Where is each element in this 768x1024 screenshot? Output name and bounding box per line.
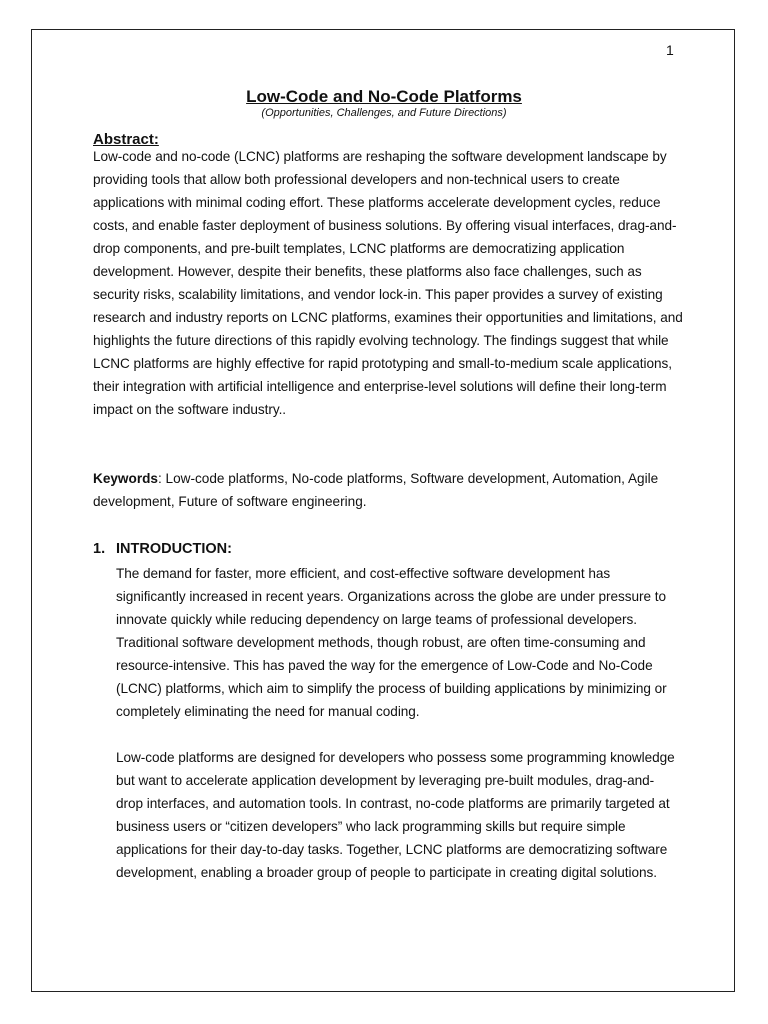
paper-title: Low-Code and No-Code Platforms	[246, 87, 522, 106]
abstract-body: Low-code and no-code (LCNC) platforms are reshaping the software development landscape by providing tools that allow both professional developers and non-technical users to create applications with minimal coding effort. These platforms accelerate development cycles, reduce costs, and enable faster deployment of business solutions. By offering visual interfaces, drag-and-drop components, and pre-built templates, LCNC platforms are democratizing application development. However, despite their benefits, these platforms also face challenges, such as security risks, scalability limitations, and vendor lock-in. This paper provides a survey of existing research and industry reports on LCNC platforms, examines their opportunities and limitations, and highlights the future directions of this rapidly evolving technology. The findings suggest that while LCNC platforms are highly effective for rapid prototyping and small-to-medium scale applications, their integration with artificial intelligence and enterprise-level solutions will define their long-term impact on the software industry..	[93, 149, 683, 417]
keywords-list: : Low-code platforms, No-code platforms, Software development, Automation, Agile development, Future of software engineering.	[93, 471, 659, 509]
keywords-paragraph	[93, 467, 688, 513]
section-title: INTRODUCTION:	[116, 541, 232, 557]
keywords-label: Keywords	[93, 471, 158, 486]
page-number: 1	[666, 42, 674, 58]
paper-subtitle: (Opportunities, Challenges, and Future Directions)	[261, 107, 507, 119]
abstract-heading: Abstract:	[93, 131, 159, 148]
section-heading-introduction	[93, 539, 232, 559]
introduction-paragraph: The demand for faster, more efficient, and cost-effective software development has significantly increased in recent years. Organizations across the globe are under pressure to innovate quickly while reducing dependency on large teams of professional developers. Traditional software development methods, though robust, are often time-consuming and resource-intensive. This has paved the way for the emergence of Low-Code and No-Code (LCNC) platforms, which aim to simplify the process of building applications by minimizing or completely eliminating the need for manual coding.	[116, 566, 667, 719]
introduction-paragraph: Low-code platforms are designed for developers who possess some programming knowledge but want to accelerate application development by leveraging pre-built modules, drag-and-drop interfaces, and automation tools. In contrast, no-code platforms are primarily targeted at business users or “citizen developers” who lack programming skills but require simple applications for their day-to-day tasks. Together, LCNC platforms are democratizing software development, enabling a broader group of people to participate in creating digital solutions.	[116, 750, 675, 880]
section-number: 1.	[93, 541, 106, 557]
